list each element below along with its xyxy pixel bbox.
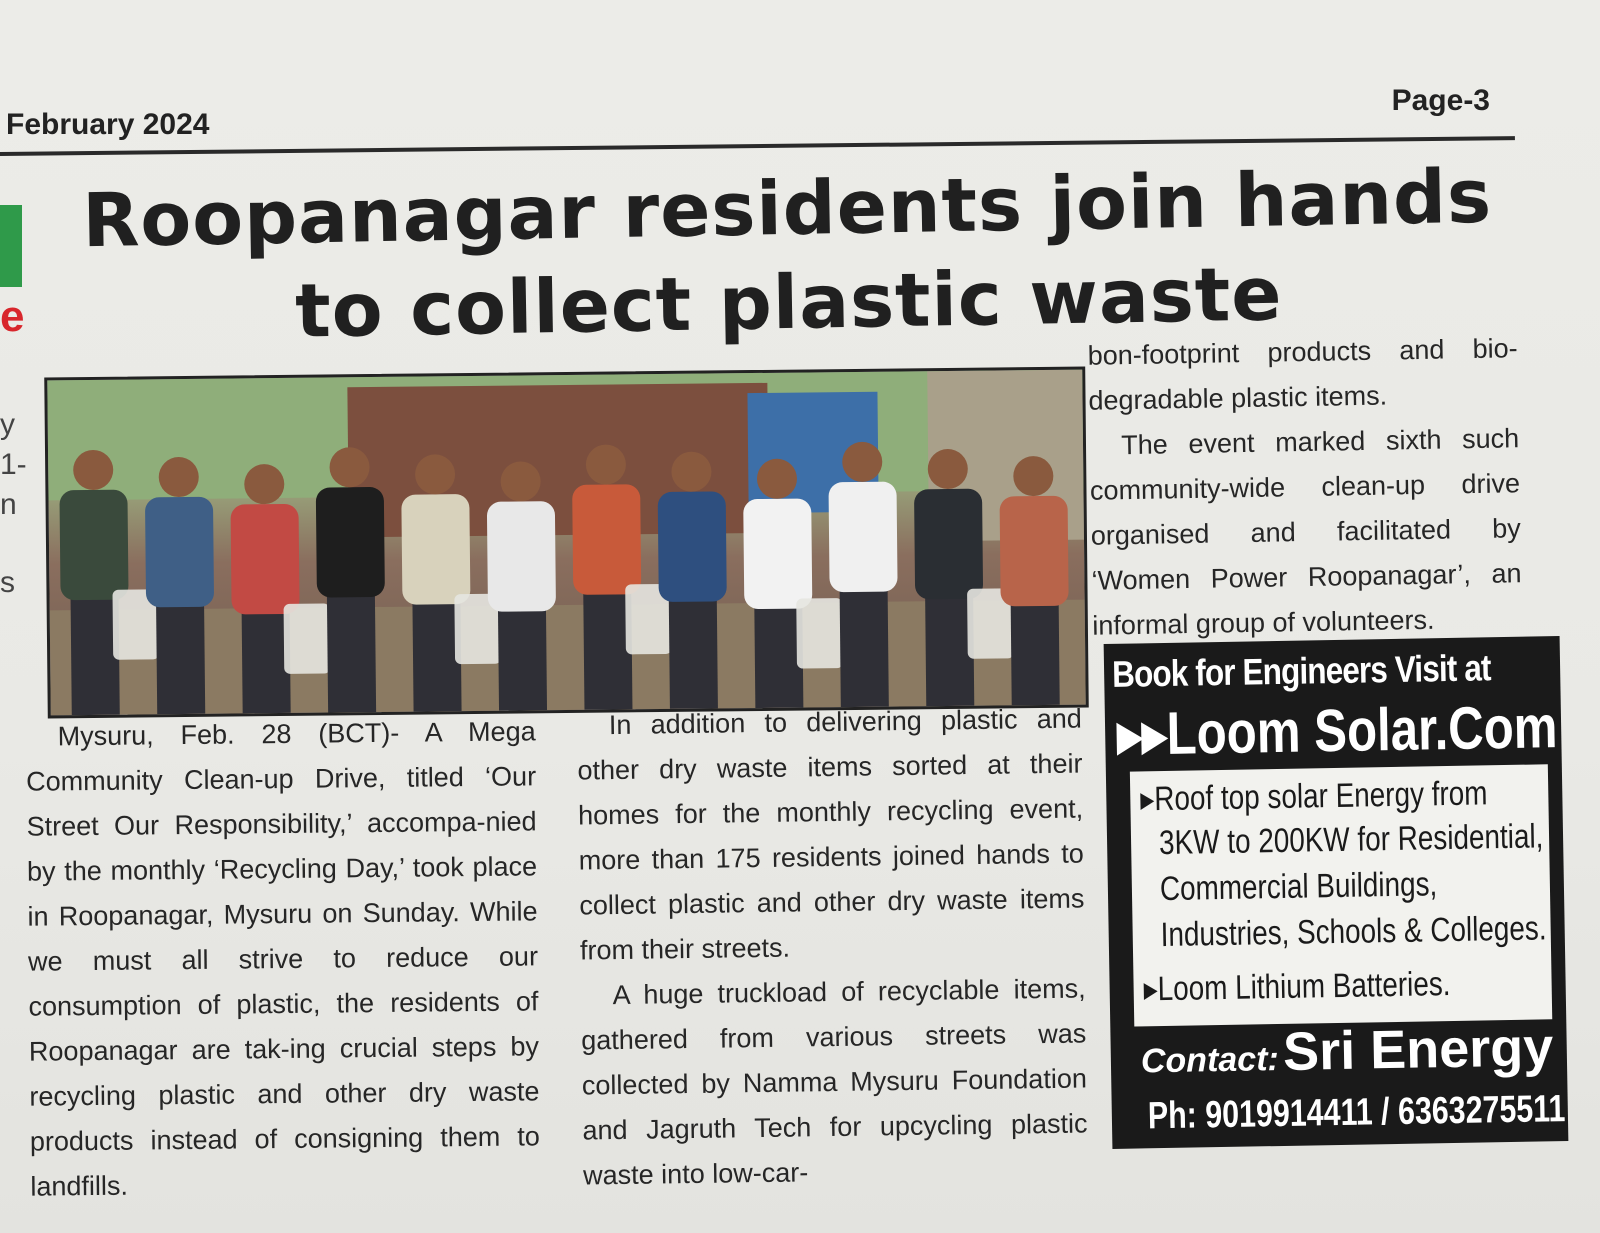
ad-bullet-line: ▸Roof top solar Energy from <box>1140 774 1488 819</box>
ad-bullet-line: ▸Loom Lithium Batteries. <box>1143 965 1451 1009</box>
adjacent-column-green-bar <box>0 205 22 287</box>
article-paragraph: Mysuru, Feb. 28 (BCT)- A Mega Community Clean-up Drive, titled ‘Our Street Our Responsibility,’ accompa-nied by the monthly ‘Recycling Day,’ took place in Roopanagar, Mysuru on Sunday. While we must all strive to reduce our consumption of plastic, the residents of Roopanagar are tak-ing crucial steps by recycling plastic and other dry waste products instead of consigning them to landfills. <box>25 716 541 1202</box>
adjacent-column-fragment: e <box>0 292 25 341</box>
ad-brand-website: ▸▸Loom Solar.Com <box>1116 693 1559 768</box>
article-paragraph: The event marked sixth such community-wide clean-up drive organised and facilitated by ‘Women Power Roopanagar’, an informal group of volunteers. <box>1089 423 1522 641</box>
ad-heading: Book for Engineers Visit at <box>1111 647 1491 695</box>
headline-line-2: to collect plastic waste <box>294 251 1284 355</box>
article-paragraph: bon-footprint products and bio-degradable plastic items. <box>1087 333 1518 416</box>
adjacent-column-fragment: 1- <box>0 448 27 481</box>
ad-bullet-line: Commercial Buildings, <box>1159 865 1438 909</box>
headline-line-1: Roopanagar residents join hands <box>81 153 1493 265</box>
issue-date: February 2024 <box>6 108 210 141</box>
ad-phone-numbers: Ph: 9019914411 / 6363275511 <box>1147 1088 1566 1138</box>
ad-contact-label: Contact: <box>1140 1040 1280 1081</box>
ad-bullet-line: Industries, Schools & Colleges. <box>1160 909 1547 955</box>
ad-bullet-line: 3KW to 200KW for Residential, <box>1158 817 1544 863</box>
ad-contact <box>1140 1016 1553 1085</box>
page-number: Page-3 <box>1391 84 1490 117</box>
article-photo <box>44 367 1089 719</box>
article-paragraph: In addition to delivering plastic and other dry waste items sorted at their homes for the monthly recycling event, more than 175 residents joined hands to collect plastic and other dry waste items from their streets. <box>577 703 1085 966</box>
adjacent-column-fragment: n <box>0 488 17 521</box>
article-column-3 <box>1087 326 1522 648</box>
article-column-1 <box>25 709 540 1209</box>
adjacent-column-fragment: s <box>0 566 15 599</box>
adjacent-column-fragment: y <box>0 408 15 441</box>
solar-advertisement <box>1104 636 1569 1149</box>
ad-details-box <box>1130 764 1552 1026</box>
ad-contact-name: Sri Energy <box>1282 1017 1554 1082</box>
group-photo-illustration <box>47 370 1085 716</box>
article-paragraph: A huge truckload of recyclable items, gathered from various streets was collected by Namma Mysuru Foundation and Jagruth Tech for upcycling plastic waste into low-car- <box>581 973 1088 1191</box>
article-column-2 <box>577 696 1089 1198</box>
